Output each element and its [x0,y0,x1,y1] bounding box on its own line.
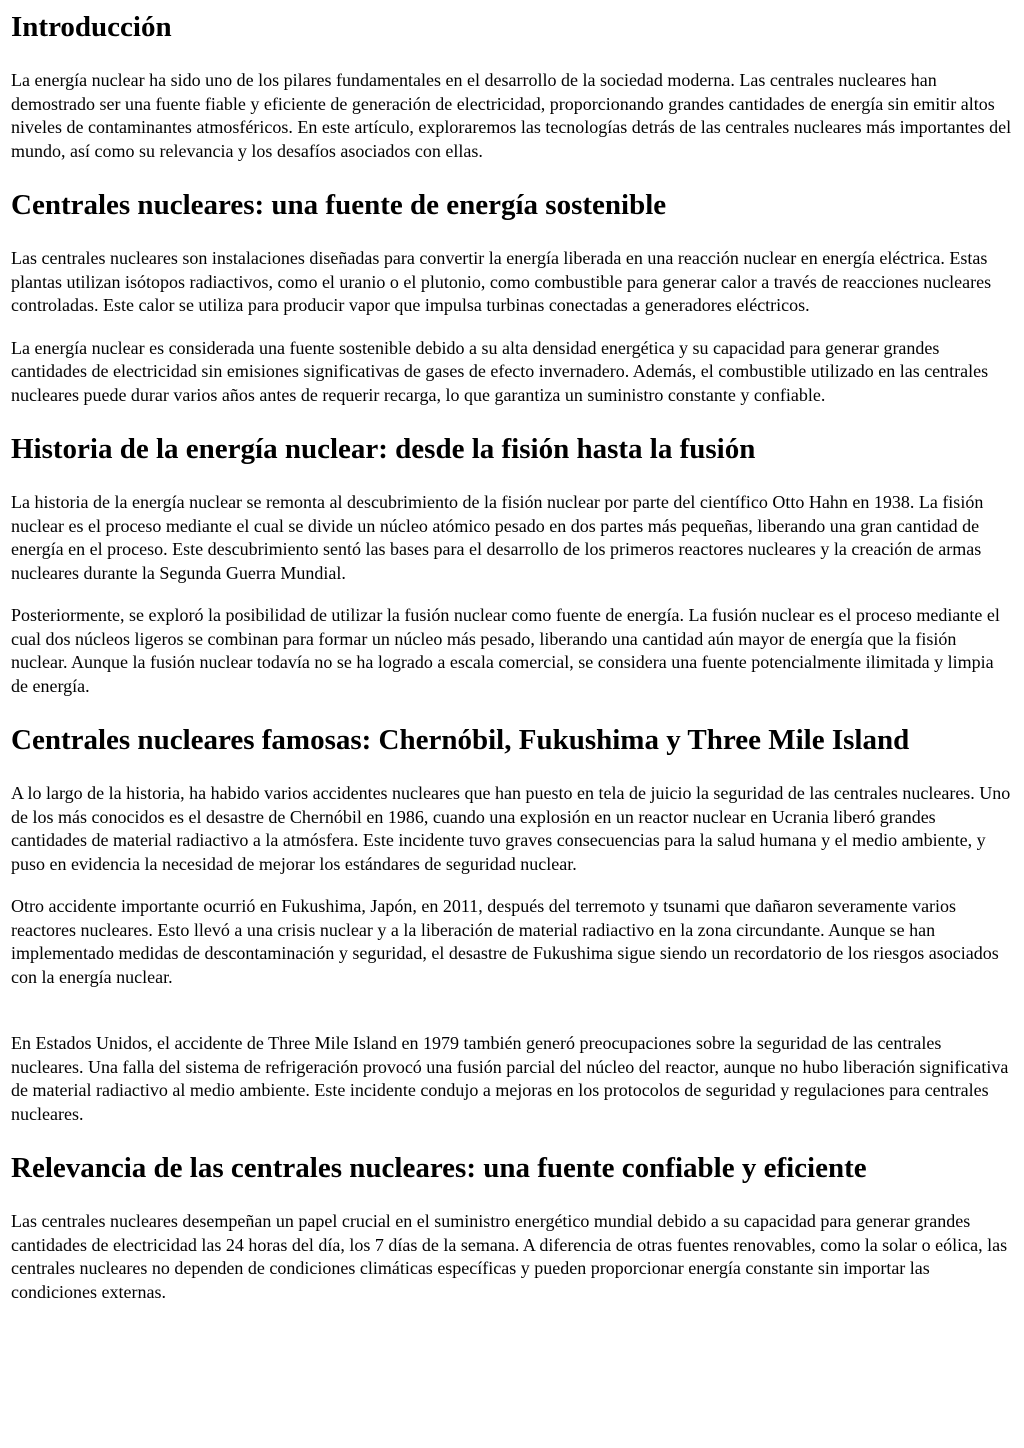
section-title-centrales-famosas: Centrales nucleares famosas: Chernóbil, Fukushima y Three Mile Island [11,724,910,756]
paragraph-chernobil: A lo largo de la historia, ha habido varios accidentes nucleares que han puesto en tela de juicio la seguridad de las centrales nucleares. Uno de los más conocidos es el desastre de Chernóbil en 1986, cuando una explosión en un reactor nuclear en Ucrania liberó grandes cantidades de material radiactivo a la atmósfera. Este incidente tuvo graves consecuencias para la salud humana y el medio ambiente, y puso en evidencia la necesidad de mejorar los estándares de seguridad nuclear. [11,783,1011,874]
section-title-energia-sostenible: Centrales nucleares: una fuente de energía sostenible [11,189,667,221]
paragraph-historia-2: Posteriormente, se exploró la posibilidad de utilizar la fusión nuclear como fuente de energía. La fusión nuclear es el proceso mediante el cual dos núcleos ligeros se combinan para formar un núcleo más pesado, liberando una cantidad aún mayor de energía que la fisión nuclear. Aunque la fusión nuclear todavía no se ha logrado a escala comercial, se considera una fuente potencialmente ilimitada y limpia de energía. [11,605,1000,696]
paragraph-energia-sostenible-1: Las centrales nucleares son instalaciones diseñadas para convertir la energía liberada en una reacción nuclear en energía eléctrica. Estas plantas utilizan isótopos radiactivos, como el uranio o el plutonio, como combustible para generar calor a través de reacciones nucleares controladas. Este calor se utiliza para producir vapor que impulsa turbinas conectadas a generadores eléctricos. [11,248,992,315]
paragraph-relevancia: Las centrales nucleares desempeñan un papel crucial en el suministro energético mundial debido a su capacidad para generar grandes cantidades de electricidad las 24 horas del día, los 7 días de la semana. A diferencia de otras fuentes renovables, como la solar o eólica, las centrales nucleares no dependen de condiciones climáticas específicas y pueden proporcionar energía constante sin importar las condiciones externas. [11,1211,1008,1302]
paragraph-fukushima: Otro accidente importante ocurrió en Fukushima, Japón, en 2011, después del terremoto y tsunami que dañaron severamente varios reactores nucleares. Esto llevó a una crisis nuclear y a la liberación de material radiactivo en la zona circundante. Aunque se han implementado medidas de descontaminación y seguridad, el desastre de Fukushima sigue siendo un recordatorio de los riesgos asociados con la energía nuclear. [11,896,999,987]
paragraph-energia-sostenible-2: La energía nuclear es considerada una fuente sostenible debido a su alta densidad energética y su capacidad para generar grandes cantidades de electricidad sin emisiones significativas de gases de efecto invernadero. Además, el combustible utilizado en las centrales nucleares puede durar varios años antes de requerir recarga, lo que garantiza un suministro constante y confiable. [11,337,989,405]
section-title-introduccion: Introducción [11,11,172,43]
paragraph-three-mile-island: En Estados Unidos, el accidente de Three Mile Island en 1979 también generó preocupaciones sobre la seguridad de las centrales nucleares. Una falla del sistema de refrigeración provocó una fusión parcial del núcleo del reactor, aunque no hubo liberación significativa de material radiactivo al medio ambiente. Este incidente condujo a mejoras en los protocolos de seguridad y regulaciones para centrales nucleares. [11,1033,1009,1124]
section-title-relevancia: Relevancia de las centrales nucleares: una fuente confiable y eficiente [11,1152,867,1184]
section-title-historia: Historia de la energía nuclear: desde la fisión hasta la fusión [11,433,756,465]
paragraph-introduccion: La energía nuclear ha sido uno de los pilares fundamentales en el desarrollo de la sociedad moderna. Las centrales nucleares han demostrado ser una fuente fiable y eficiente de generación de electricidad, proporcionando grandes cantidades de energía sin emitir altos niveles de contaminantes atmosféricos. En este artículo, exploraremos las tecnologías detrás de las centrales nucleares más importantes del mundo, así como su relevancia y los desafíos asociados con ellas. [11,70,1012,161]
paragraph-historia-1: La historia de la energía nuclear se remonta al descubrimiento de la fisión nuclear por parte del científico Otto Hahn en 1938. La fisión nuclear es el proceso mediante el cual se divide un núcleo atómico pesado en dos partes más pequeñas, liberando una gran cantidad de energía en el proceso. Este descubrimiento sentó las bases para el desarrollo de los primeros reactores nucleares y la creación de armas nucleares durante la Segunda Guerra Mundial. [11,492,984,583]
